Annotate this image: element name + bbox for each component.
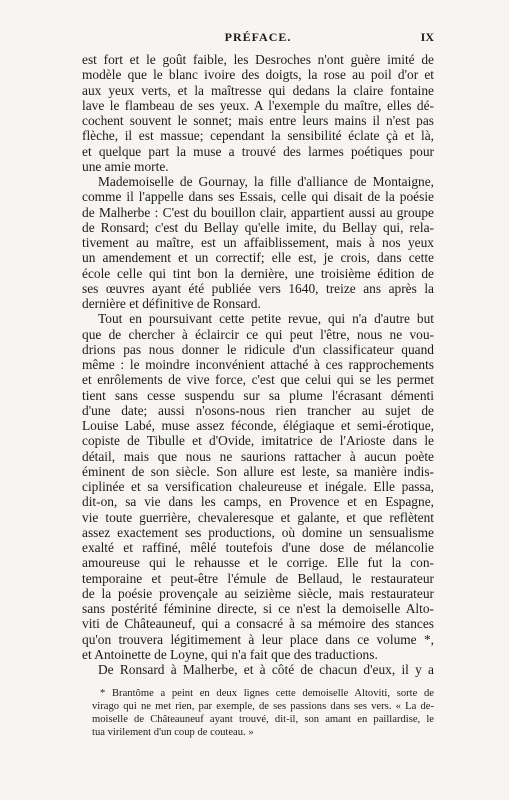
footnote-line: moiselle de Châteauneuf ayant trouvé, dit-il, son amant en paillardise, le <box>92 714 434 725</box>
text-line: Louise Labé, muse assez féconde, élégiaque et semi-érotique, <box>82 418 434 433</box>
text-line: de Ronsard; c'est du Bellay qu'elle imite, du Bellay qui, rela- <box>82 219 434 235</box>
running-head <box>82 30 434 46</box>
text-line: drions pas nous donner le ridicule d'un classificateur quand <box>82 341 434 357</box>
footnote-line: tua virilement d'un coup de couteau. » <box>92 727 254 738</box>
text-line: copiste de Tibulle et d'Ovide, imitatrice de l'Arioste dans le <box>82 433 434 449</box>
footnote <box>92 687 434 739</box>
text-line: que de chercher à éclaircir ce qui peut l'être, nous ne vou- <box>82 326 434 342</box>
text-line: Mademoiselle de Gournay, la fille d'alliance de Montaigne, <box>98 174 434 189</box>
text-line: tivement au maître, est un affaiblissement, mais à nos yeux <box>82 235 434 250</box>
page-number: IX <box>420 30 434 44</box>
text-line: et enrôlements de vive force, c'est que celui qui se les permet <box>82 372 434 388</box>
text-line: de Malherbe : C'est du bouillon clair, appartient aussi au groupe <box>82 204 434 220</box>
running-head-title: PRÉFACE. <box>224 30 292 44</box>
text-line: qu'on trouvera légitimement à leur place dans ce volume *, <box>82 631 434 647</box>
text-line: viti de Châteauneuf, qui a consacré à sa mémoire des stances <box>82 616 434 632</box>
text-line: temporaine et peut-être l'émule de Bellaud, le restaurateur <box>82 570 434 586</box>
footnote-line: * Brantôme a peint en deux lignes cette demoiselle Altoviti, sorte de <box>100 688 434 699</box>
text-line: une amie morte. <box>82 158 169 174</box>
text-line: ciplinée et sa versification chaleureuse et inégale. Elle passa, <box>82 479 434 494</box>
text-line: détail, mais que nous ne saurions rattacher à aucun poète <box>82 448 434 464</box>
text-line: et Antoinette de Loyne, qui n'a fait que des traductions. <box>82 646 378 662</box>
text-line: assez exactement ses productions, où domine un sensualisme <box>82 524 434 540</box>
text-line: dernière et définitive de Ronsard. <box>82 296 261 311</box>
text-line: lave le flambeau de ses yeux. A l'exemple du maître, elles dé- <box>82 97 434 113</box>
text-line: et quelque part la muse a trouvé des larmes poétiques pour <box>82 143 434 159</box>
text-line: dit-on, sa vie dans les camps, en Provence et en Espagne, <box>82 494 434 510</box>
text-line: tient sans cesse suspendu sur sa plume l'écrasant démenti <box>82 387 434 403</box>
text-line: modèle que le blanc ivoire des doigts, la rose au poil d'or et <box>82 67 434 83</box>
text-line: sans postérité féminine directe, si ce n'est la demoiselle Alto- <box>82 601 434 616</box>
text-line: Tout en poursuivant cette petite revue, qui n'a d'autre but <box>98 311 434 327</box>
text-line: éminent de son siècle. Son allure est leste, sa manière indis- <box>82 463 434 479</box>
text-line: amoureuse qui le rehausse et le corrige. Elle fut la con- <box>82 555 434 571</box>
text-line: un amendement et un correctif; elle est, je crois, dans cette <box>82 250 434 266</box>
footnote-line: virago qui ne met rien, par exemple, de ses passions dans ses vers. « La de- <box>92 701 434 712</box>
text-line: exalté et raffiné, mêlé toutefois d'une dose de mélancolie <box>82 540 434 555</box>
text-line: aux yeux verts, et la maîtresse qui dedans la claire fontaine <box>82 82 434 98</box>
text-line: est fort et le goût faible, les Desroches n'ont guère imité de <box>82 52 434 67</box>
body-text <box>82 52 434 677</box>
text-line: de la poésie provençale au seizième siècle, mais restaurateur <box>82 585 434 601</box>
text-line: comme il l'appelle dans ses Essais, celle qui disait de la poésie <box>82 189 434 205</box>
text-line: vie toute guerrière, chevaleresque et galante, et que reflètent <box>82 509 434 525</box>
text-line: cochent souvent le sonnet; mais entre leurs mains il n'est pas <box>82 113 434 128</box>
text-line: ses œuvres ayant été publiée vers 1640, treize ans après la <box>82 280 434 296</box>
text-line: d'une date; aussi n'osons-nous rien trancher au sujet de <box>82 402 434 418</box>
text-line: flèche, il est massue; cependant la sensibilité éclate çà et là, <box>82 128 434 144</box>
text-line: De Ronsard à Malherbe, et à côté de chacun d'eux, il y a <box>98 662 434 677</box>
text-line: même : le moindre inconvénient attaché à ces rapprochements <box>82 357 434 372</box>
text-line: école celle qui tint bon la dernière, une troisième édition de <box>82 265 434 281</box>
